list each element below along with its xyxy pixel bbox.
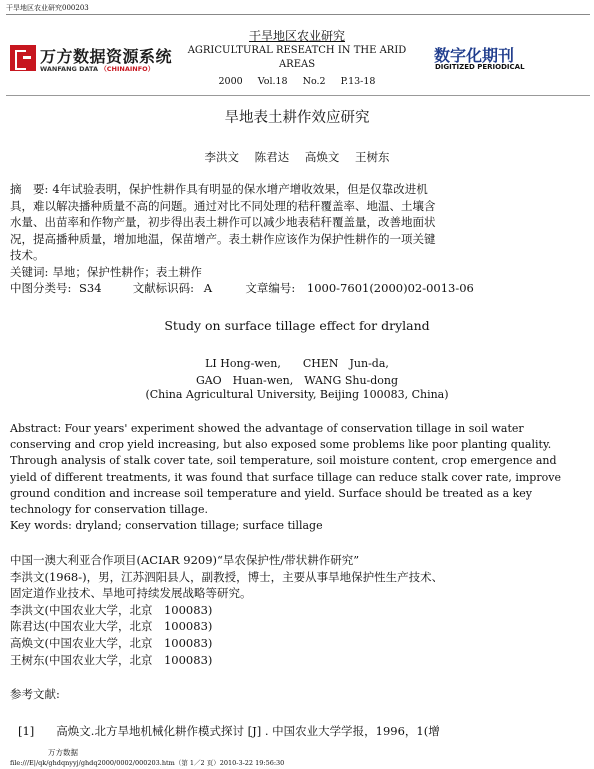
author-cn: 王树东 [354, 150, 390, 164]
class-value: S34 [79, 281, 102, 295]
issue-pages: P.13-18 [340, 76, 376, 87]
article-no-label: 文章编号: [245, 281, 296, 295]
wanfang-logo-en: WANFANG DATA [40, 65, 98, 73]
doc-id-value: A [203, 281, 213, 295]
affiliation-en: (China Agricultural University, Beijing 100083, China) [145, 388, 449, 401]
top-divider [6, 14, 590, 15]
abstract-cn-line: 水量、出苗率和作物产量，初步得出表土耕作可以减少地表秸秆覆盖量，改善地面状 [10, 215, 436, 229]
author-notes [10, 552, 443, 668]
class-label: 中图分类号: [10, 281, 72, 295]
abstract-cn-line: 摘 要: 4年试验表明，保护性耕作具有明显的保水增产增收效果，但是仅靠改进机 [10, 182, 428, 196]
abstract-en [10, 421, 561, 534]
reference-number: [1] [18, 724, 35, 738]
note-line: 陈君达(中国农业大学，北京 100083) [10, 619, 213, 634]
note-line: 李洪文(1968-)，男，江苏泗阳县人，副教授，博士，主要从事旱地保护性生产技术、 [10, 569, 444, 584]
journal-title-cn[interactable]: 干旱地区农业研究 [248, 29, 345, 43]
author-cn: 高焕文 [304, 150, 340, 164]
article-title-cn: 旱地表土耕作效应研究 [224, 110, 370, 126]
digitized-periodical-logo-cn: 数字化期刊 [434, 46, 515, 65]
keywords-label: 关键词: [10, 265, 49, 279]
article-no-value: 1000-7601(2000)02-0013-06 [306, 281, 474, 295]
top-note: 干旱地区农业研究000203 [6, 4, 89, 12]
author-cn: 陈君达 [254, 150, 290, 164]
keywords-cn [10, 264, 518, 281]
author-cn: 李洪文 [204, 150, 240, 164]
abstract-en-line: technology for conservation tillage. [10, 503, 208, 517]
wanfang-logo-chinainfo: （CHINAINFO） [100, 65, 155, 73]
abstract-label: 摘 要: [10, 182, 49, 196]
references-title: 参考文献: [10, 687, 60, 701]
note-line: 中国一澳大利亚合作项目(ACIAR 9209)“旱农保护性/带状耕作研究” [10, 553, 360, 567]
issue-year: 2000 [218, 76, 243, 87]
classification-line [10, 280, 518, 297]
note-line: 固定道作业技术、旱地可持续发展战略等研究。 [10, 586, 252, 601]
abstract-en-line: conserving and crop yield increasing, but also exposed some problems like poor planting quality. [10, 438, 552, 452]
authors-en-line1: LI Hong-wen, CHEN Jun-da, [205, 357, 389, 370]
issue-volume: Vol.18 [257, 76, 288, 87]
abstract-en-line: Through analysis of stalk cover tate, soil temperature, soil moisture content, crop emergence and [10, 454, 557, 468]
keywords-cn-value: 旱地；保护性耕作；表土耕作 [52, 265, 202, 279]
journal-title-en-line1: AGRICULTURAL RESEATCH IN THE ARID [187, 45, 407, 56]
note-line: 王树东(中国农业大学，北京 100083) [10, 652, 213, 667]
journal-issue-info [0, 76, 594, 87]
doc-id-label: 文献标识码: [132, 281, 195, 295]
note-line: 高焕文(中国农业大学，北京 100083) [10, 635, 213, 650]
abstract-cn-line: 技术。 [10, 248, 45, 262]
digitized-periodical-logo-en: DIGITIZED PERIODICAL [435, 63, 525, 71]
abstract-cn [10, 181, 518, 264]
authors-en-line2: GAO Huan-wen, WANG Shu-dong [195, 374, 399, 387]
note-line: 李洪文(中国农业大学，北京 100083) [10, 602, 213, 617]
abstract-cn-line: 况，提高播种质量，增加地温，保苗增产。表土耕作应该作为保护性耕作的一项关键 [10, 231, 436, 246]
abstract-cn-line: 具，难以解决播种质量不高的问题。通过对比不同处理的秸秆覆盖率、地温、土壤含 [10, 198, 436, 213]
article-title-en: Study on surface tillage effect for dryland [164, 318, 430, 333]
footer-brand: 万方数据 [48, 748, 78, 757]
issue-number: No.2 [302, 76, 326, 87]
reference-text: 高焕文.北方旱地机械化耕作模式探讨 [J] . 中国农业大学学报，1996，1(增 [56, 724, 440, 738]
authors-cn [0, 149, 594, 165]
reference-item[interactable] [18, 723, 440, 739]
keywords-en: Key words: dryland; conservation tillage; surface tillage [10, 519, 323, 533]
abstract-en-line: yield of different treatments, it was found that surface tillage can reduce stalk cover rate, improve [10, 470, 561, 484]
footer-url: file:///E|/qk/ghdqnyyj/ghdq2000/0002/000203.htm（第 1／2 页）2010-3-22 19:56:30 [10, 759, 285, 767]
abstract-en-line: Abstract: Four years' experiment showed the advantage of conservation tillage in soil water [10, 422, 524, 435]
journal-title-en-line2: AREAS [278, 59, 316, 70]
header-divider [6, 95, 590, 96]
abstract-en-line: ground condition and increase soil temperature and yield. Surface should be treated as a key [10, 486, 532, 500]
digitized-periodical-logo [434, 43, 584, 75]
wanfang-logo-text: 万方数据资源系统 [40, 47, 173, 66]
